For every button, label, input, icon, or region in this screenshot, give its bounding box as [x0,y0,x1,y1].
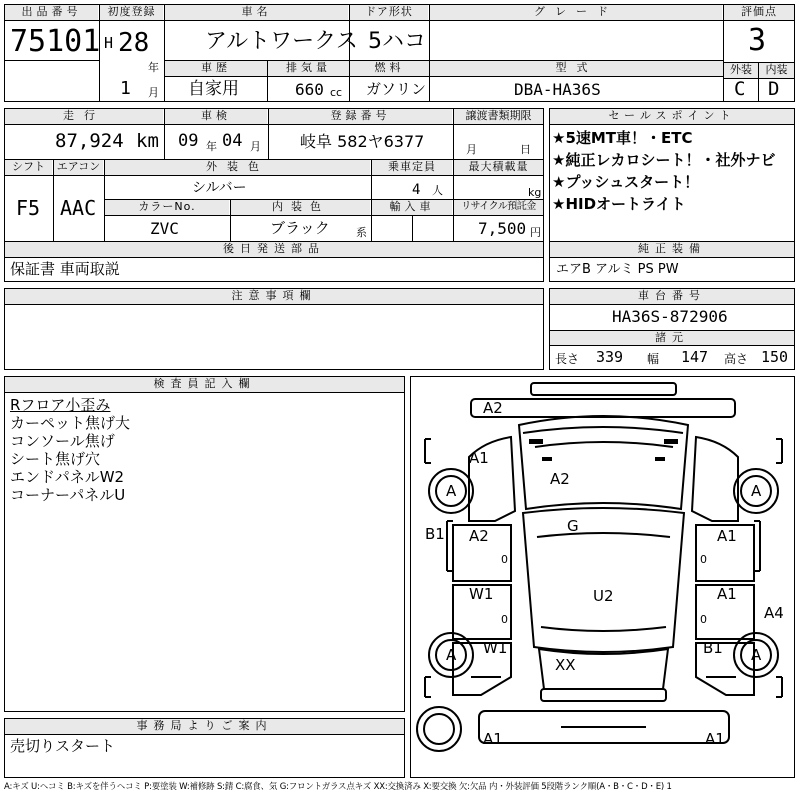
inspection-month: 04 [222,131,243,151]
fuel-label: 燃料 [350,61,429,76]
car-name: アルトワークス [205,29,358,54]
inspector-note-3: コンソール焦げ [10,432,115,450]
inspector-notes [10,396,400,504]
load-label: 最大積載量 [454,160,543,175]
recycle-unit: 円 [530,226,541,239]
inspector-note-6: コーナーパネルU [10,486,126,504]
exterior-grade: C [734,78,746,100]
first-reg-label: 初度登録 [100,5,163,20]
inspector-note-5: エンドパネルW2 [10,468,125,486]
inspector-note-2: カーペット焦げ大 [10,414,131,432]
model: DBA-HA36S [514,80,601,99]
windshield-line [523,427,683,433]
mileage: 87,924 [55,130,124,152]
capacity: 4 [412,182,421,198]
history: 自家用 [188,79,239,99]
inspector-note-4: シート焦げ穴 [10,450,101,468]
damage-wheel-rr: A [751,646,762,664]
sales-points-list [552,127,792,215]
right-front-fender [692,437,738,521]
damage-right-rear-door: A1 [717,585,737,603]
left-front-bracket [425,439,431,463]
damage-wheel-rl: A [446,646,457,664]
damage-front-bumper: A2 [483,399,503,417]
exterior-label: 外装 [724,63,758,78]
damage-left-quarter: W1 [483,639,508,657]
shift: F5 [16,196,41,220]
length-value: 339 [596,348,624,366]
reg-number-label: 登録番号 [269,109,452,124]
int-color-unit: 系 [356,226,367,239]
sales-points-label: セールスポイント [550,109,794,124]
office-note: 売切りスタート [10,737,116,755]
inspector-label: 検査員記入欄 [5,377,404,392]
chassis-label: 車台番号 [550,289,794,304]
history-label: 車歴 [165,61,267,76]
capacity-label: 乗車定員 [372,160,452,175]
door-type: 5ハコ [368,29,426,54]
sales-point-4: ★HIDオートライト [552,195,686,213]
sales-point-3: ★プッシュスタート！ [552,173,700,191]
chassis-number: HA36S-872906 [612,307,728,326]
front-bumper [531,383,676,395]
damage-rear-bumper-left: A1 [483,730,503,748]
office-label: 事務局よりご案内 [5,719,404,734]
grade-label: グレード [430,5,722,20]
import-label: 輸入車 [372,200,452,215]
month-unit: 月 [148,86,159,99]
int-color-label: 内装色 [231,200,370,215]
damage-rear-bumper-right: A1 [705,730,725,748]
genuine-equipment: エアB アルミ PS PW [556,262,679,277]
damage-zero-right-rear: 0 [700,613,707,626]
capacity-unit: 人 [432,184,443,197]
later-parts: 保証書 車両取説 [10,260,120,278]
damage-zero-right-front: 0 [700,553,707,566]
damage-zero-left-rear: 0 [501,613,508,626]
damage-rear-hatch: XX [555,656,576,674]
spec-label: 諸元 [550,331,794,345]
ac: AAC [60,196,97,220]
damage-zero-left-front: 0 [501,553,508,566]
inspector-note-1: Rフロア小歪み [10,396,111,414]
damage-hood: A2 [550,470,570,488]
damage-left-front-door: A2 [469,527,489,545]
first-reg-year: 28 [118,28,150,58]
displacement-label: 排気量 [268,61,349,76]
damage-legend: A:キズ U:ヘコミ B:キズを伴うヘコミ P:要塗装 W:補修跡 S:錆 C:腐食、気 G:フロントガラス点キズ XX:交換済み X:要交換 欠:欠品 内・外装評価 5段階ランク順(A・B・C・D・E) 1 [4,782,672,792]
rear-panel [541,689,666,701]
damage-left-fender: B1 [425,525,445,543]
interior-label: 内装 [759,63,794,78]
car-diagram-svg [411,377,796,779]
right-front-bracket [776,439,782,463]
later-parts-label: 後日発送部品 [5,242,543,257]
height-label: 高さ [724,352,749,366]
load-unit: kg [528,186,542,199]
wiper-line [535,442,673,447]
car-name-label: 車名 [165,5,348,20]
reg-number: 岐阜 582ヤ6377 [300,132,425,151]
int-color: ブラック [270,219,330,237]
transfer-label: 譲渡書類期限 [454,109,543,124]
inspection-year-unit: 年 [206,140,217,153]
door-label: ドア形状 [350,5,428,20]
year-unit: 年 [148,61,159,74]
color-no: ZVC [150,219,179,238]
ext-color-label: 外装色 [105,160,370,175]
damage-diagram [410,376,795,778]
damage-right-quarter: B1 [703,639,723,657]
damage-roof-front: G [567,517,579,535]
damage-left-rear-door: W1 [469,585,494,603]
score-label: 評価点 [724,5,794,20]
recycle-label: リサイクル預託金 [454,200,543,215]
damage-roof: U2 [593,587,614,605]
recycle-fee: 7,500 [478,219,527,238]
transfer-day-unit: 日 [520,143,531,156]
front-panel [471,399,735,417]
damage-wheel-fl: A [446,482,457,500]
notes-label: 注意事項欄 [5,289,543,304]
inspection-year: 09 [178,131,199,151]
mileage-label: 走行 [5,109,163,124]
lot-number-label: 出品番号 [5,5,98,20]
width-label: 幅 [647,352,660,366]
damage-right-front-door: A1 [717,527,737,545]
damage-wheel-fr: A [751,482,762,500]
sales-point-2: ★純正レカロシート！・社外ナビ [552,151,776,169]
transfer-month-unit: 月 [466,143,477,156]
width-value: 147 [681,348,709,366]
damage-front-left: A1 [469,449,489,467]
lot-number: 75101 [10,24,101,59]
era: H [104,34,114,52]
ac-label: エアコン [54,160,103,175]
damage-right-rear-side: A4 [764,604,784,622]
shift-label: シフト [5,160,52,175]
inspection-label: 車検 [165,109,267,124]
mileage-unit: km [136,130,159,152]
sales-point-1: ★5速MT車！・ETC [552,129,693,147]
score: 3 [748,23,767,58]
ext-color: シルバー [192,180,247,196]
displacement: 660 [295,80,324,99]
genuine-label: 純正装備 [550,242,794,257]
first-reg-month: 1 [120,78,131,99]
color-no-label: カラーNo. [105,200,229,215]
interior-grade: D [768,78,780,100]
length-label: 長さ [555,352,580,366]
inspection-month-unit: 月 [250,140,261,153]
height-value: 150 [761,348,789,366]
model-label: 型式 [430,61,723,76]
fuel: ガソリン [366,80,427,98]
displacement-unit: cc [330,86,343,99]
